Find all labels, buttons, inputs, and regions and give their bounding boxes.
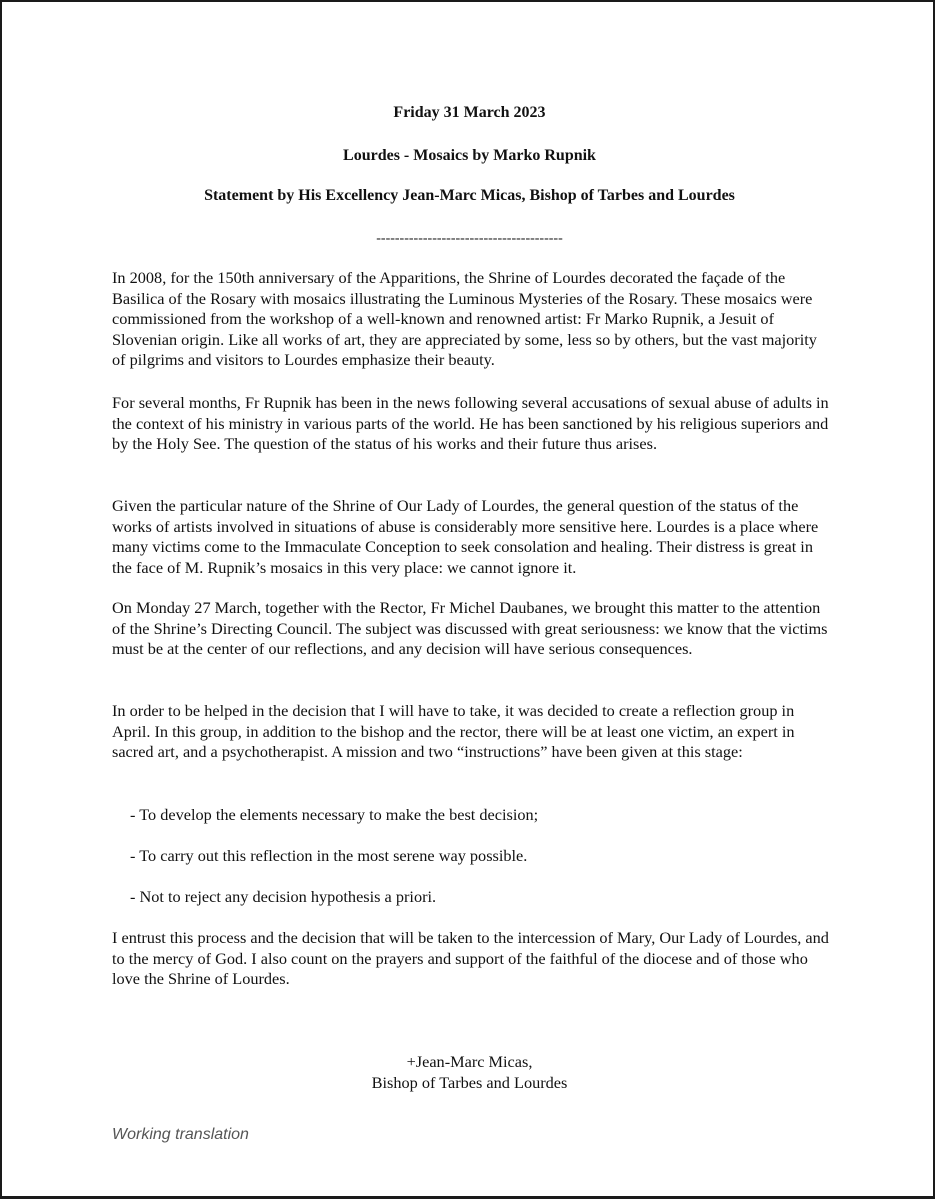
document-date: Friday 31 March 2023	[393, 104, 546, 121]
paragraph-council-meeting: On Monday 27 March, together with the Rector, Fr Michel Daubanes, we brought this matter to the attention of the Shrine’s Directing Council. The subject was discussed with great seriousness: we know that the victims must be at the center of our reflections, and any decision will have serious consequences.	[112, 598, 828, 659]
list-item: - To develop the elements necessary to make the best decision;	[130, 805, 539, 824]
paragraph-accusations: For several months, Fr Rupnik has been in the news following several accusations of sexual abuse of adults in the context of his ministry in various parts of the world. He has been sanctioned by his religious superiors and by the Holy See. The question of the status of his works and their future thus arises.	[112, 393, 829, 454]
paragraph-shrine-nature: Given the particular nature of the Shrine of Our Lady of Lourdes, the general question of the status of the works of artists involved in situations of abuse is considerably more sensitive here. Lourdes is a place where many victims come to the Immaculate Conception to seek consolation and healing. Their distress is great in the face of M. Rupnik’s mosaics in this very place: we cannot ignore it.	[112, 496, 819, 577]
signature-name: +Jean-Marc Micas,	[406, 1052, 533, 1071]
paragraph-closing: I entrust this process and the decision that will be taken to the intercession of Mary, Our Lady of Lourdes, and to the mercy of God. I also count on the prayers and support of the faithful of the diocese and of those who love the Shrine of Lourdes.	[112, 928, 829, 989]
list-item: - To carry out this reflection in the most serene way possible.	[130, 846, 528, 865]
list-item: - Not to reject any decision hypothesis a priori.	[130, 887, 437, 906]
signature-title: Bishop of Tarbes and Lourdes	[371, 1072, 568, 1092]
footer-note: Working translation	[112, 1126, 249, 1143]
separator-line: ----------------------------------------	[376, 231, 563, 246]
document-title: Lourdes - Mosaics by Marko Rupnik	[343, 147, 596, 164]
signature-block	[2, 1052, 935, 1093]
paragraph-anniversary: In 2008, for the 150th anniversary of the Apparitions, the Shrine of Lourdes decorated the façade of the Basilica of the Rosary with mosaics illustrating the Luminous Mysteries of the Rosary. These mosaics were commissioned from the workshop of a well-known and renowned artist: Fr Marko Rupnik, a Jesuit of Slovenian origin. Like all works of art, they are appreciated by some, less so by others, but the vast majority of pilgrims and visitors to Lourdes emphasize their beauty.	[112, 268, 817, 370]
document-subtitle: Statement by His Excellency Jean-Marc Micas, Bishop of Tarbes and Lourdes	[204, 187, 735, 204]
paragraph-reflection-group: In order to be helped in the decision that I will have to take, it was decided to create a reflection group in April. In this group, in addition to the bishop and the rector, there will be at least one victim, an expert in sacred art, and a psychotherapist. A mission and two “instructions” have been given at this stage:	[112, 701, 795, 762]
